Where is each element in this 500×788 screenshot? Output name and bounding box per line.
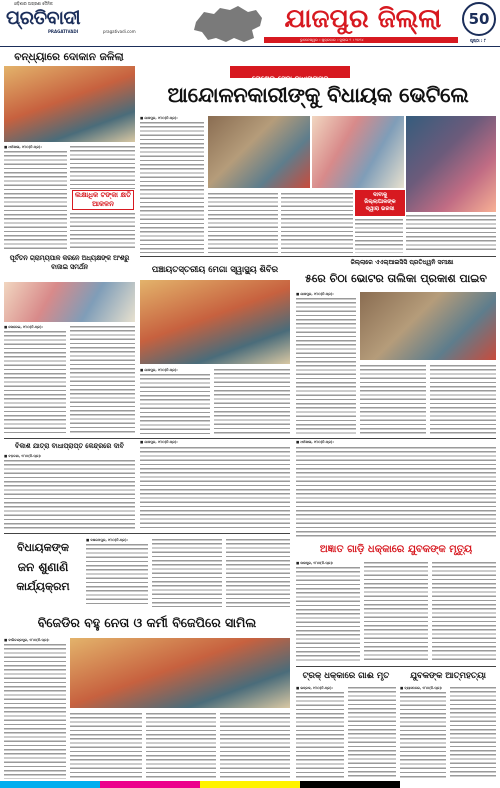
story-10-byline: ■ ବ୍ୟାସନଗର, ୧୮ା୦(ନି.ପ୍ର): <box>400 686 443 690</box>
story-10-text-col1 <box>400 691 446 779</box>
lead-text-col2 <box>208 192 278 253</box>
story-8-text-col1 <box>296 566 360 662</box>
district-map-icon <box>190 4 268 44</box>
registration-marks <box>0 781 500 788</box>
story-14-text <box>226 538 290 607</box>
story-8-text-col3 <box>432 561 496 662</box>
story-2-byline: ■ କୋରେଇ, ୧୮ା୦(ନି.ପ୍ର): <box>4 325 43 329</box>
divider-3 <box>4 533 290 534</box>
story-1-text-col3 <box>70 212 135 250</box>
story-7-text-col3 <box>146 712 216 779</box>
story-4-byline: ■ ଯାଜପୁର, ୧୮ା୦(ନି.ପ୍ର): <box>296 292 334 296</box>
story-6-headline-line2: ଜନ ଶୁଣାଣି <box>17 560 69 574</box>
story-7-text-col1 <box>4 643 66 779</box>
story-8-headline: ଅଜ୍ଞାତ ଗାଡ଼ି ଧକ୍କାରେ ଯୁବକଙ୍କ ମୃତ୍ୟୁ <box>319 544 473 555</box>
divider-4 <box>296 666 496 667</box>
story-5-text-col1 <box>4 459 135 529</box>
logo-text: ପ୍ରତିବାଦୀ <box>6 7 81 29</box>
story-2-photo <box>4 282 135 322</box>
divider-1 <box>140 256 496 257</box>
story-7-text-col2 <box>70 712 142 779</box>
story-9-text-col1 <box>296 691 344 779</box>
story-4-text-col2 <box>360 364 426 435</box>
story-7-headline: ବିଜେଡିର ବହୁ ନେତା ଓ କର୍ମୀ ବିଜେପିରେ ସାମିଲ <box>37 615 257 630</box>
story-3-photo <box>140 280 290 364</box>
story-3-byline: ■ ଯାଜପୁର, ୧୮ା୦(ନି.ପ୍ର): <box>140 368 178 372</box>
story-11-text <box>140 446 290 529</box>
story-1-byline: ■ ଧର୍ମଶାଳା, ୧୮ା୦(ନି.ପ୍ର): <box>4 145 42 149</box>
story-1-text-col2 <box>70 145 135 189</box>
lead-photo-2 <box>312 116 404 188</box>
story-7-text-col4 <box>220 712 290 779</box>
story-4-text-col1 <box>296 297 356 435</box>
lead-text-col3 <box>281 192 353 253</box>
page-number: ପୃଷ୍ଠା : ୮ <box>470 38 486 43</box>
story-1-subhead-text: ଲକ୍ଷାଧିକ ଟଙ୍କା କ୍ଷତି ଆକଳନ <box>74 191 132 208</box>
story-12-byline: ■ ଧର୍ମଶାଳା, ୧୮ା୦(ନି.ପ୍ର): <box>296 440 334 444</box>
lead-byline: ■ ଯାଜପୁର, ୧୮ା୦(ନି.ପ୍ର): <box>140 116 178 120</box>
story-1-subhead <box>72 190 134 210</box>
story-3-headline: ପଞ୍ଚାୟତସ୍ତରୀୟ ମେଗା ସ୍ୱାସ୍ଥ୍ୟ ଶିବିର <box>151 265 279 275</box>
masthead <box>0 0 500 49</box>
story-8-byline: ■ ଜାଜପୁର, ୧୮ା୦(ନି.ପ୍ର): <box>296 561 334 565</box>
masthead-bottom-rule <box>0 46 500 47</box>
story-9-text-col2 <box>348 686 396 779</box>
story-4-headline: ୫ରେ ଚିଠା ଭୋଟର ତାଲିକା ପ୍ରକାଶ ପାଇବ <box>305 272 487 285</box>
divider-2 <box>4 438 496 439</box>
story-7-photo <box>70 638 290 708</box>
lead-badge <box>355 190 405 216</box>
story-11-byline: ■ ଯାଜପୁର, ୧୮ା୦(ନି.ପ୍ର): <box>140 440 178 444</box>
story-8-text-col2 <box>364 561 428 662</box>
story-3-text-col2 <box>214 368 290 435</box>
story-12-text <box>296 446 496 538</box>
website: pragativadi.com <box>103 29 136 34</box>
lead-photo-1 <box>208 116 310 188</box>
story-6-text-col1 <box>86 543 148 607</box>
story-13-text <box>152 538 222 607</box>
story-4-photo <box>360 292 496 360</box>
story-10-headline: ଯୁବକଙ୍କ ଆତ୍ମହତ୍ୟା <box>410 671 486 681</box>
lead-kicker <box>230 66 350 83</box>
story-1-text-col1 <box>4 150 67 250</box>
story-6-headline <box>4 538 82 608</box>
lead-badge-text: ଦାବୀକୁ ଜିଲ୍ଲାପାଳଙ୍କ ଦ୍ୱାରା ଭରସା <box>364 192 396 212</box>
story-2-text-col2 <box>70 325 135 435</box>
lead-headline: ଆନ୍ଦୋଳନକାରୀଙ୍କୁ ବିଧାୟକ ଭେଟିଲେ <box>167 83 469 107</box>
story-9-byline: ■ ଭଦ୍ରକ, ୧୮ା୦(ନି.ପ୍ର): <box>296 686 333 690</box>
story-5-headline: ବିକାଶ ଯାତ୍ରା ବାଧାପ୍ରାପ୍ତ କେନ୍ଦ୍ରରେ ଦାବି <box>15 442 124 450</box>
anniversary-badge <box>462 2 496 36</box>
story-6-headline-line3: କାର୍ଯ୍ୟକ୍ରମ <box>16 580 70 593</box>
story-9-headline: ଟ୍ରକ୍ ଧକ୍କାରେ ଗାଈ ମୃତ <box>302 671 390 681</box>
logo <box>6 7 139 29</box>
story-4-kicker: ଜିଲ୍ଲାରେ ଏଏଲ୍ଆଇସିସି ପ୍ରତିଧ୍ୱନି ସମୀକ୍ଷା <box>350 259 454 266</box>
lead-text-col4 <box>355 218 403 253</box>
story-1-photo <box>4 66 135 142</box>
story-5-byline: ■ ବଡ଼ଚଣା, ୧୮ା୦(ନି.ପ୍ର): <box>4 454 42 458</box>
tagline: ଓଡ଼ିଶାର ଅଗ୍ରଣୀ ଦୈନିକ <box>14 1 53 6</box>
story-10-text-col2 <box>450 686 496 779</box>
story-2-headline: ପୂର୍ବତନ ଗ୍ରାମ୍ୟପାଳ କରନେ ଅଧ୍ୟକ୍ଷଙ୍କ ଅଂଶରୁ ବାଜାଇ ସମର୍ଥନ <box>9 255 130 271</box>
story-2-text-col1 <box>4 330 66 435</box>
story-4-text-col3 <box>430 364 496 435</box>
section-title: ଯାଜପୁର ଜିଲ୍ଲା <box>284 4 442 34</box>
story-7-byline: ■ ବାଲିଚନ୍ଦ୍ରପୁର, ୧୮ା୦(ନି.ପ୍ର): <box>4 638 50 642</box>
story-6-byline: ■ ଦଶରଥପୁର, ୧୮ା୦(ନି.ପ୍ର): <box>86 538 128 542</box>
logo-sub: PRAGATIVADI <box>48 29 79 34</box>
lead-text-col1 <box>140 121 204 253</box>
story-3-text-col1 <box>140 373 210 435</box>
lead-photo-3 <box>406 116 496 212</box>
lead-kicker-text: ରୋଷେଇ ସେବା ବାଧାପ୍ରାପ୍ତ <box>251 75 329 83</box>
date-line: ଭୁବନେଶ୍ୱର । ଶୁକ୍ରବାର । ଜୁଲାଇ ୨ । ୨୦୨୪ <box>300 38 364 42</box>
story-1-headline: ବନ୍ଧ୍ୟାରେ ଦୋକାନ ଜଳିଲା <box>14 51 124 63</box>
lead-text-col5 <box>406 214 496 253</box>
story-6-headline-line1: ବିଧାୟକଙ୍କ <box>17 541 69 554</box>
anniversary-number: 50 <box>468 10 490 28</box>
